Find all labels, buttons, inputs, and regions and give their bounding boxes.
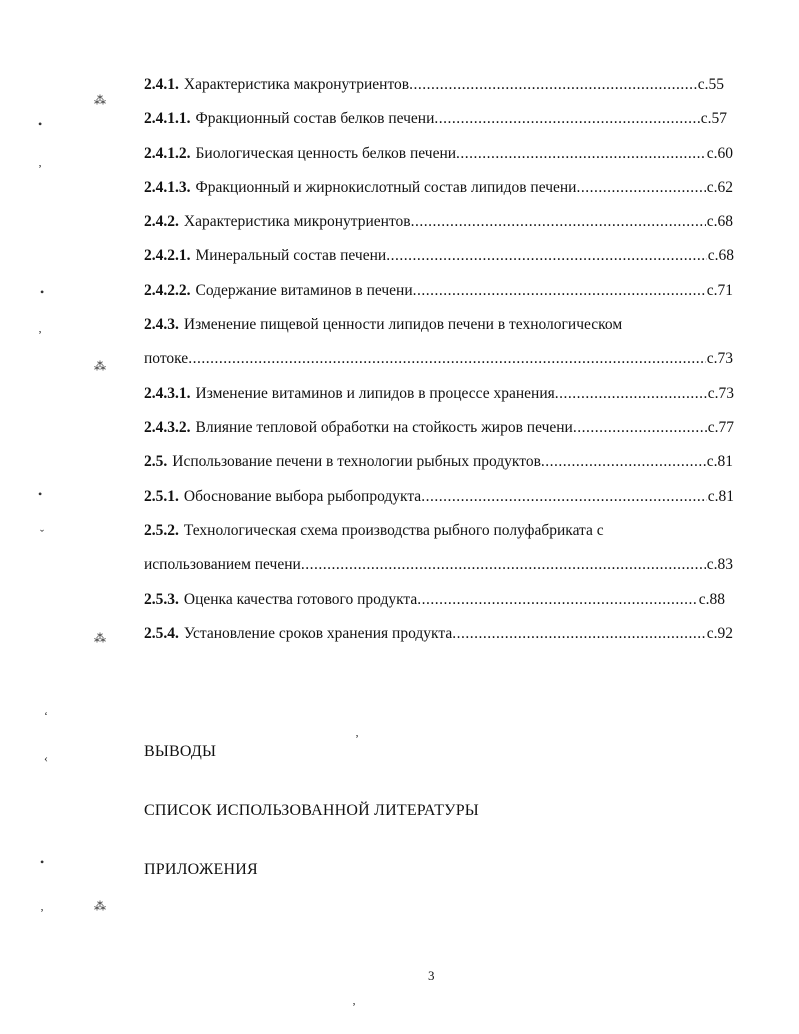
toc-entry-title: Изменение витаминов и липидов в процессе хранения [195,385,555,402]
toc-entry[interactable] [144,486,734,508]
toc-entry-title: Фракционный и жирнокислотный состав липидов печени [195,179,577,196]
toc-entry-number: 2.5.2. [144,522,179,539]
scan-speck-icon: • [38,487,43,501]
toc-entry[interactable] [144,280,733,302]
toc-entry-number: 2.5.1. [144,488,179,505]
toc-entry-title: Содержание витаминов в печени [195,282,413,299]
toc-entry-number: 2.4.2. [144,213,179,230]
toc-entry-number: 2.5.3. [144,591,179,608]
page-number: 3 [428,968,435,983]
toc-entry[interactable] [144,383,734,405]
toc-leader-dots [421,486,707,508]
toc-entry[interactable] [144,589,725,611]
toc-entry-page: с.88 [698,591,725,608]
toc-leader-dots [411,211,706,233]
toc-entry-number: 2.5. [144,453,168,470]
toc-entry-title: Обоснование выбора рыбопродукта [183,488,422,505]
toc-entry-title: использованием печени [144,556,301,573]
scan-speck-icon: ‘ [44,709,48,723]
toc-entry[interactable] [144,314,733,336]
toc-leader-dots [413,280,706,302]
toc-leader-dots [573,417,707,439]
toc-entry[interactable] [144,108,727,130]
toc-entry-number: 2.4.2.2. [144,282,191,299]
toc-entry-title: Оценка качества готового продукта [183,591,418,608]
toc-entry[interactable] [144,143,733,165]
toc-entry-title: Характеристика микронутриентов [183,213,411,230]
toc-entry-continuation[interactable] [144,348,733,370]
toc-entry-title: потоке [144,350,189,367]
toc-entry-page: с.77 [707,419,734,436]
toc-entry-page: с.83 [706,556,733,573]
toc-leader-dots [188,348,706,370]
toc-entry-title: Использование печени в технологии рыбных продуктов [172,453,541,470]
toc-entry-title: Биологическая ценность белков печени [195,145,457,162]
toc-leader-dots [456,143,706,165]
toc-entry-page: с.92 [706,625,733,642]
scan-speck-icon: ˇ [40,527,44,541]
toc-entry-title: Установление сроков хранения продукта [183,625,453,642]
toc-entry-number: 2.4.1.1. [144,110,191,127]
toc-entry-page: с.68 [707,247,734,264]
toc-entry-number: 2.4.1.3. [144,179,191,196]
toc-entry[interactable] [144,74,724,96]
toc-entry-page: с.62 [706,179,733,196]
scan-speck-icon: ⁂ [94,359,106,373]
toc-entry-page: с.68 [706,213,733,230]
toc-entry[interactable] [144,417,734,439]
toc-leader-dots [409,74,697,96]
toc-entry[interactable] [144,623,733,645]
scan-speck-icon: ⁂ [94,93,106,107]
toc-entry-continuation[interactable] [144,554,733,576]
toc-entry-title: Технологическая схема производства рыбного полуфабриката с [183,522,604,539]
toc-leader-dots [301,554,706,576]
toc-entry-title: Изменение пищевой ценности липидов печени в технологическом [183,316,623,333]
scan-speck-icon: ‚ [38,155,42,169]
scan-speck-icon: ‚ [40,899,44,913]
toc-entry-page: с.81 [706,453,733,470]
toc-entry-number: 2.4.3. [144,316,179,333]
toc-entry[interactable] [144,211,733,233]
toc-leader-dots [541,451,706,473]
section-conclusions[interactable]: ВЫВОДЫ [144,743,217,760]
scan-speck-icon: ‹ [44,751,48,765]
scan-speck-icon: • [38,117,43,131]
toc-entry-page: с.55 [697,76,724,93]
toc-leader-dots [386,245,707,267]
toc-entry-page: с.73 [706,350,733,367]
scan-speck-icon: • [40,285,45,299]
scan-speck-icon: ⁂ [94,631,106,645]
toc-entry-title: Характеристика макронутриентов [183,76,410,93]
toc-leader-dots [452,623,706,645]
scan-speck-icon: ‚ [352,993,356,1007]
toc-entry-number: 2.4.3.1. [144,385,191,402]
toc-entry-number: 2.4.1.2. [144,145,191,162]
scan-speck-icon: • [40,855,45,869]
toc-entry-page: с.73 [707,385,734,402]
section-references[interactable]: СПИСОК ИСПОЛЬЗОВАННОЙ ЛИТЕРАТУРЫ [144,802,479,819]
section-appendices[interactable]: ПРИЛОЖЕНИЯ [144,861,258,878]
toc-entry-title: Фракционный состав белков печени [195,110,435,127]
scan-speck-icon: ‚ [355,725,359,739]
toc-entry-page: с.81 [707,488,734,505]
scan-speck-icon: ‚ [38,321,42,335]
toc-entry[interactable] [144,245,734,267]
toc-leader-dots [555,383,707,405]
toc-entry-number: 2.4.3.2. [144,419,191,436]
toc-entry-number: 2.5.4. [144,625,179,642]
toc-entry-title: Минеральный состав печени [195,247,387,264]
toc-leader-dots [576,177,705,199]
toc-leader-dots [434,108,699,130]
scan-speck-icon: ⁂ [94,899,106,913]
toc-entry[interactable] [144,520,733,542]
toc-entry-page: с.60 [706,145,733,162]
toc-entry-number: 2.4.1. [144,76,179,93]
toc-entry-title: Влияние тепловой обработки на стойкость жиров печени [195,419,573,436]
toc-entry[interactable] [144,451,733,473]
toc-entry-page: с.71 [706,282,733,299]
toc-leader-dots [417,589,697,611]
toc-entry-number: 2.4.2.1. [144,247,191,264]
toc-entry[interactable] [144,177,733,199]
toc-entry-page: с.57 [700,110,727,127]
